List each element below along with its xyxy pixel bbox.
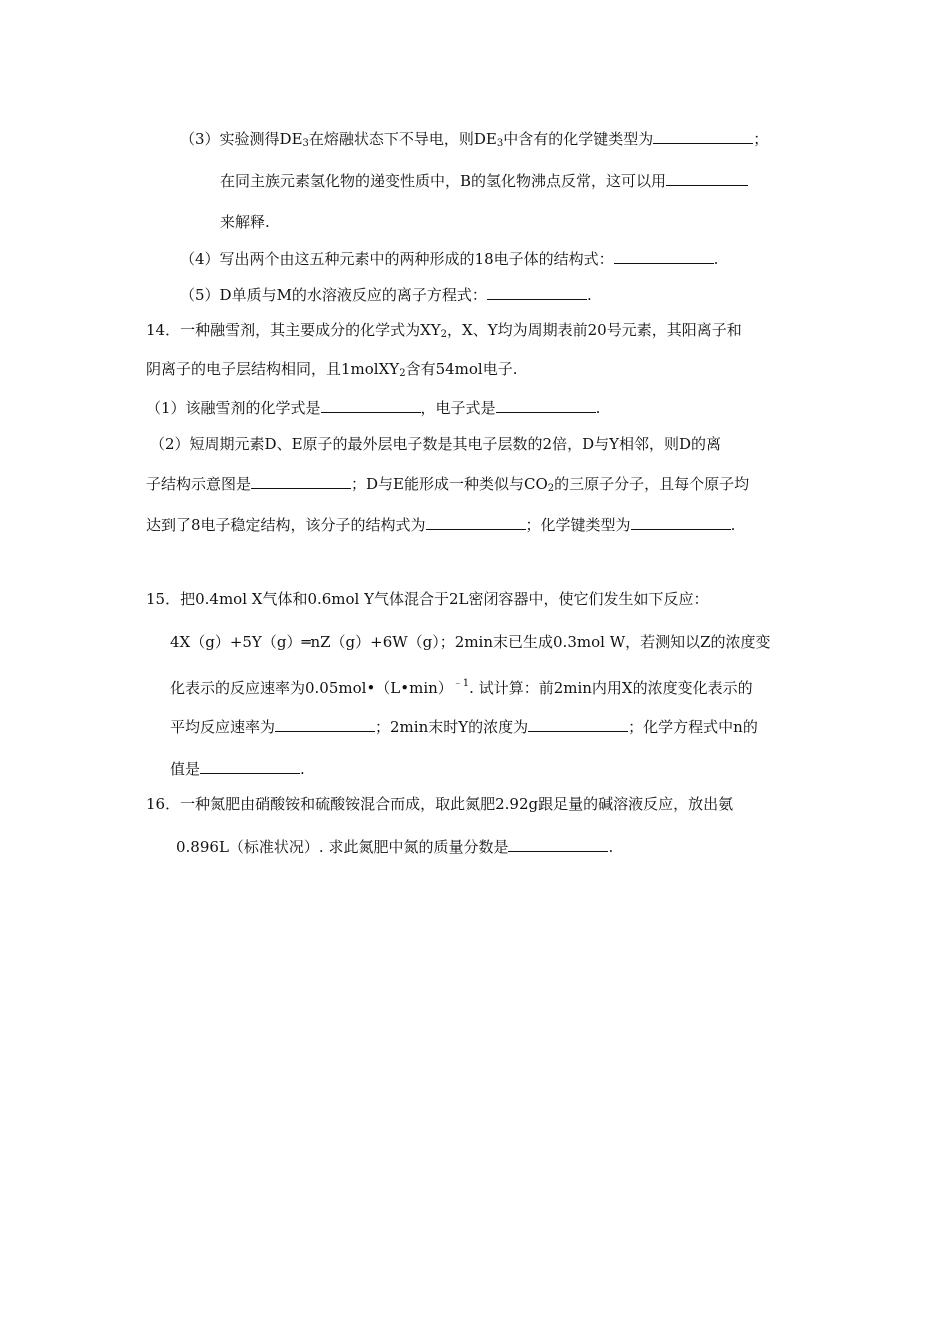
answer-blank[interactable]	[666, 170, 748, 186]
q15-line3	[170, 674, 753, 698]
q15-text: 值是	[170, 760, 201, 778]
answer-blank[interactable]	[487, 284, 587, 300]
q13-p3-text-c: 中含有的化学键类型为	[503, 130, 654, 148]
q14-line2	[146, 359, 517, 384]
punct: ；	[753, 130, 769, 148]
q15-text: 化表示的反应速率为0.05mol•（L•min）	[170, 679, 453, 697]
q13-p3-text-line2: 在同主族元素氢化物的递变性质中，B的氢化物沸点反常，这可以用	[220, 172, 667, 190]
punct: .	[300, 760, 305, 778]
subscript: 2	[399, 368, 406, 379]
q14-text: 阴离子的电子层结构相同，且1molXY	[146, 360, 400, 378]
punct: .	[586, 286, 592, 304]
subscript: 3	[496, 138, 504, 149]
answer-blank[interactable]	[200, 758, 300, 774]
q14-part2-line1	[150, 434, 721, 454]
q16-text: 0.896L（标准状况）. 求此氮肥中氮的质量分数是	[176, 838, 509, 856]
q13-p3-text-a: （3）实验测得DE	[180, 130, 303, 148]
punct: .	[608, 838, 614, 856]
q15-text: ；化学方程式中n的	[628, 718, 758, 736]
subscript: 2	[547, 483, 555, 494]
q14-p1-text: ，电子式是	[420, 399, 496, 417]
answer-blank[interactable]	[528, 716, 628, 732]
q14-p2-text: 达到了8电子稳定结构，该分子的结构式为	[146, 516, 426, 534]
q16-text: 16．一种氮肥由硝酸铵和硫酸铵混合而成，取此氮肥2.92g跟足量的碱溶液反应，放出氨	[146, 795, 734, 813]
answer-blank[interactable]	[426, 514, 526, 530]
answer-blank[interactable]	[614, 248, 714, 264]
superscript: ﹣1	[452, 678, 470, 689]
q13-p3-text-b: 在熔融状态下不导电，则DE	[308, 130, 497, 148]
q13-p3-text-line3: 来解释.	[220, 213, 270, 231]
q14-p2-text: 的三原子分子，且每个原子均	[554, 475, 750, 493]
q15-text: 4X（g）+5Y（g）═nZ（g）+6W（g）；2min末已生成0.3mol W，若测知以Z的浓度变	[170, 633, 771, 651]
q15-line5	[170, 758, 305, 779]
q14-p2-text: 子结构示意图是	[146, 475, 252, 493]
q15-line4	[170, 716, 758, 737]
q14-p2-text: （2）短周期元素D、E原子的最外层电子数是其电子层数的2倍，D与Y相邻，则D的离	[150, 435, 722, 453]
answer-blank[interactable]	[496, 397, 596, 413]
q13-part5	[180, 284, 592, 305]
q13-p5-text: （5）D单质与M的水溶液反应的离子方程式：	[180, 286, 487, 304]
q13-part3-line2	[220, 170, 748, 191]
answer-blank[interactable]	[631, 514, 731, 530]
q14-part2-line3	[146, 514, 735, 535]
q13-p4-text: （4）写出两个由这五种元素中的两种形成的18电子体的结构式：	[180, 250, 614, 268]
q14-p1-text: （1）该融雪剂的化学式是	[146, 399, 321, 417]
subscript: 2	[440, 329, 448, 340]
q16-line2	[176, 836, 613, 857]
q14-text: 含有54mol电子.	[405, 360, 518, 378]
answer-blank[interactable]	[321, 397, 421, 413]
punct: .	[595, 399, 601, 417]
answer-blank[interactable]	[508, 836, 608, 852]
answer-blank[interactable]	[275, 716, 375, 732]
q15-text: 15．把0.4mol X气体和0.6mol Y气体混合于2L密闭容器中，使它们发生如下反应：	[146, 590, 709, 608]
q14-p2-text: ；化学键类型为	[525, 516, 631, 534]
answer-blank[interactable]	[653, 128, 753, 144]
q14-part1	[146, 397, 600, 418]
q13-part4	[180, 248, 718, 269]
q15-line1	[146, 589, 709, 609]
q15-text: ；2min末时Y的浓度为	[375, 718, 529, 736]
punct: .	[730, 516, 736, 534]
subscript: 3	[302, 138, 309, 149]
answer-blank[interactable]	[251, 473, 351, 489]
punct: .	[713, 250, 719, 268]
q13-part3-line3	[220, 212, 270, 232]
q13-part3-line1	[180, 128, 768, 154]
q14-text: ，X、Y均为周期表前20号元素，其阳离子和	[447, 321, 742, 339]
q16-line1	[146, 794, 733, 814]
q15-text: . 试计算：前2min内用X的浓度变化表示的	[469, 679, 753, 697]
q14-line1	[146, 320, 742, 345]
q14-text: 14．一种融雪剂，其主要成分的化学式为XY	[146, 321, 441, 339]
q15-text: 平均反应速率为	[170, 718, 276, 736]
q15-line2	[170, 632, 771, 652]
q14-part2-line2	[146, 473, 749, 499]
q14-p2-text: ；D与E能形成一种类似与CO	[351, 475, 548, 493]
